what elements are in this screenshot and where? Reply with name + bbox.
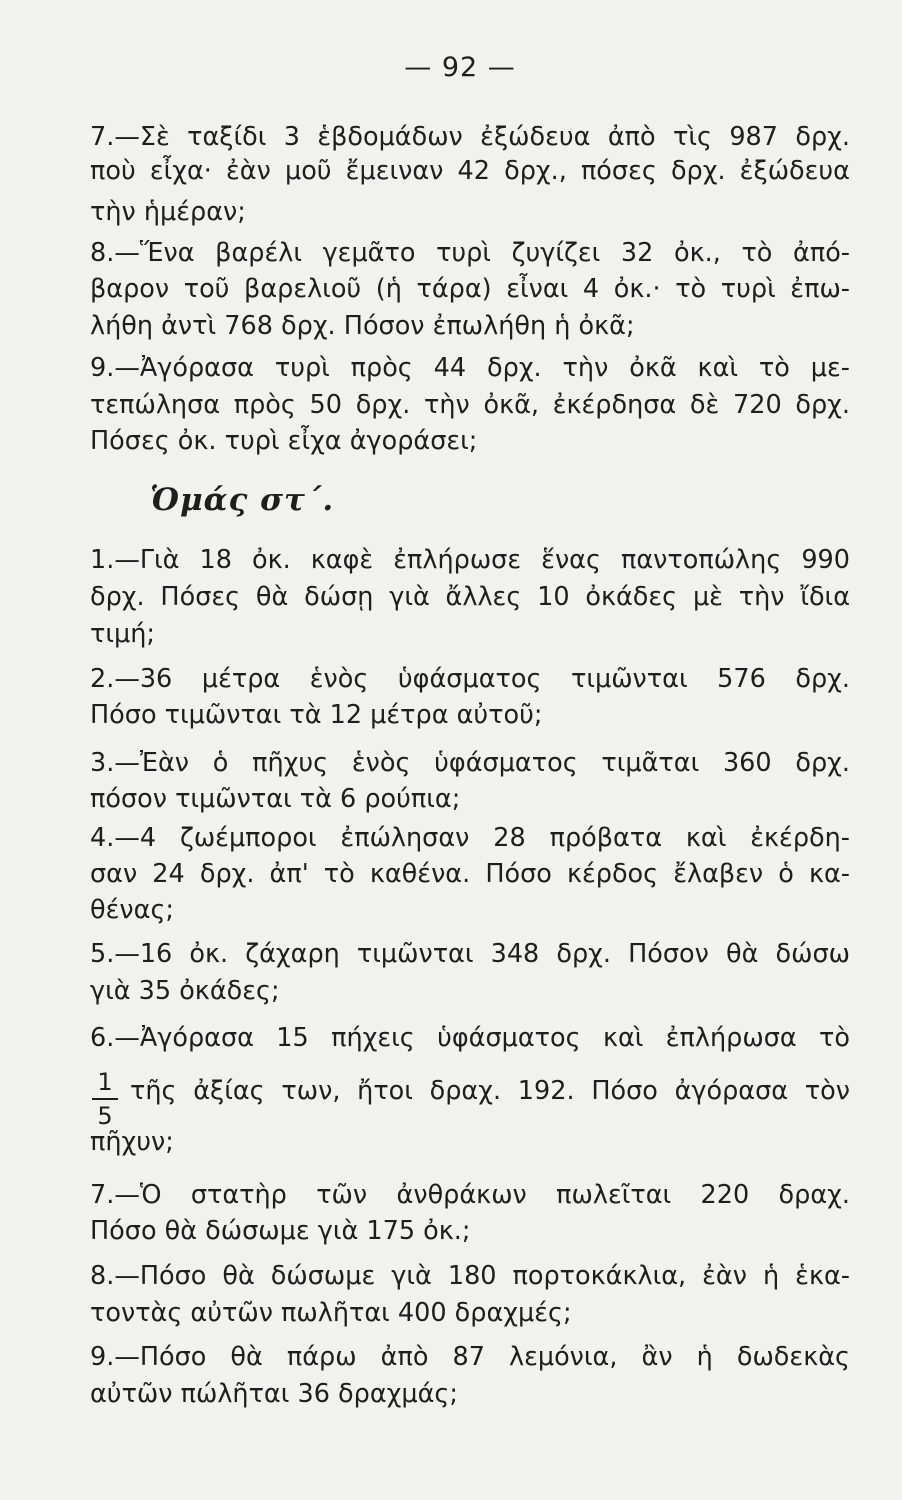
text-line: πόσον τιμῶνται τὰ 6 ρούπια; [90, 784, 461, 814]
text-line: τοντὰς αὐτῶν πωλῆται 400 δραχμές; [90, 1298, 572, 1328]
text-line: 3.—Ἐὰν ὁ πῆχυς ἑνὸς ὑφάσματος τιμᾶται 360 δρχ. [90, 748, 850, 778]
text-line: 9.—Πόσο θὰ πάρω ἀπὸ 87 λεμόνια, ἂν ἡ δωδεκὰς [90, 1342, 850, 1372]
text-line: πῆχυν; [90, 1127, 174, 1157]
text-line: 7.—Ὁ στατὴρ τῶν ἀνθράκων πωλεῖται 220 δραχ. [90, 1180, 850, 1210]
fraction-one-fifth [90, 1068, 120, 1130]
text-line: τεπώλησα πρὸς 50 δρχ. τὴν ὀκᾶ, ἐκέρδησα δὲ 720 δρχ. [90, 390, 850, 420]
fraction-numerator: 1 [97, 1068, 113, 1096]
text-line: γιὰ 35 ὀκάδες; [90, 976, 280, 1006]
section-heading: Ὁμάς στ΄. [150, 482, 335, 518]
text-line: Πόσο τιμῶνται τὰ 12 μέτρα αὐτοῦ; [90, 700, 543, 730]
text-line: 7.—Σὲ ταξίδι 3 ἑβδομάδων ἐξώδευα ἀπὸ τὶς 987 δρχ. [90, 122, 850, 152]
text-line: τῆς ἀξίας των, ἤτοι δραχ. 192. Πόσο ἀγόρασα τὸν [130, 1076, 850, 1106]
text-line: 9.—Ἀγόρασα τυρὶ πρὸς 44 δρχ. τὴν ὀκᾶ καὶ τὸ με- [90, 353, 850, 383]
text-line: δρχ. Πόσες θὰ δώσῃ γιὰ ἄλλες 10 ὀκάδες μὲ τὴν ἴδια [90, 582, 850, 612]
text-line: 1.—Γιὰ 18 ὀκ. καφὲ ἐπλήρωσε ἕνας παντοπώλης 990 [90, 545, 850, 575]
text-line: 4.—4 ζωέμποροι ἐπώλησαν 28 πρόβατα καὶ ἐκέρδη- [90, 823, 850, 853]
text-line: τιμή; [90, 619, 155, 649]
text-line: θένας; [90, 895, 174, 925]
text-line: λήθη ἀντὶ 768 δρχ. Πόσον ἐπωλήθη ἡ ὀκᾶ; [90, 311, 635, 341]
text-line: 2.—36 μέτρα ἑνὸς ὑφάσματος τιμῶνται 576 δρχ. [90, 664, 850, 694]
text-line: τὴν ἡμέραν; [90, 197, 246, 227]
text-line: αὐτῶν πώλῆται 36 δραχμάς; [90, 1379, 458, 1409]
text-line: 6.—Ἀγόρασα 15 πήχεις ὑφάσματος καὶ ἐπλήρωσα τὸ [90, 1023, 850, 1053]
page-number: — 92 — [404, 52, 516, 83]
text-line: 5.—16 ὀκ. ζάχαρη τιμῶνται 348 δρχ. Πόσον θὰ δώσω [90, 939, 850, 969]
text-line: βαρον τοῦ βαρελιοῦ (ἡ τάρα) εἶναι 4 ὀκ.· τὸ τυρὶ ἐπω- [90, 274, 850, 304]
text-line: Πόσες ὀκ. τυρὶ εἶχα ἀγοράσει; [90, 426, 478, 456]
text-line: ποὺ εἶχα· ἐὰν μοῦ ἔμειναν 42 δρχ., πόσες δρχ. ἐξώδευα [90, 156, 850, 186]
text-line: Πόσο θὰ δώσωμε γιὰ 175 ὀκ.; [90, 1216, 471, 1246]
text-line: σαν 24 δρχ. ἀπ' τὸ καθένα. Πόσο κέρδος ἔλαβεν ὁ κα- [90, 859, 850, 889]
fraction-denominator: 5 [97, 1102, 113, 1130]
fraction-bar [92, 1098, 118, 1100]
text-line: 8.—Πόσο θὰ δώσωμε γιὰ 180 πορτοκάκλια, ἐὰν ἡ ἑκα- [90, 1261, 850, 1291]
text-line: 8.—Ἕνα βαρέλι γεμᾶτο τυρὶ ζυγίζει 32 ὀκ., τὸ ἀπό- [90, 238, 850, 268]
